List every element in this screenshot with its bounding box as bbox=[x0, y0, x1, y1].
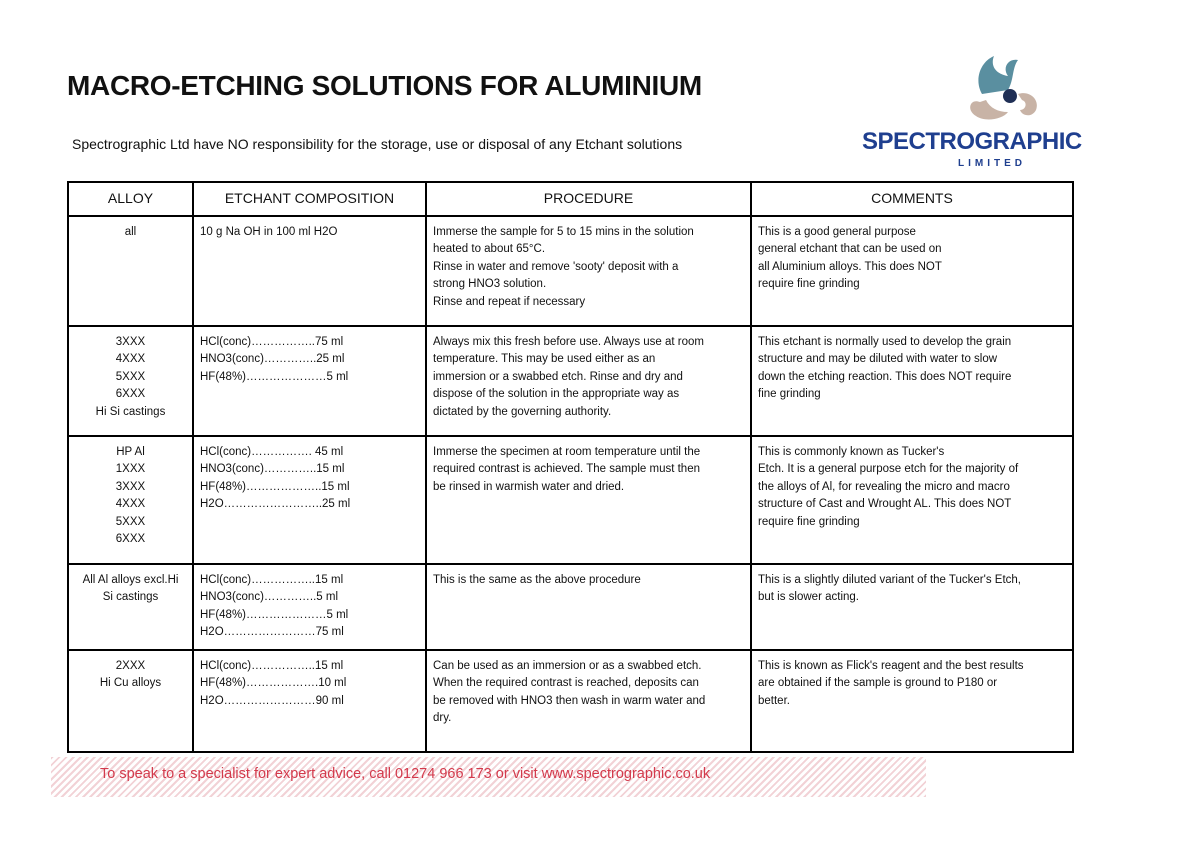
cell-line: require fine grinding bbox=[758, 278, 860, 291]
cell-line: Always mix this fresh before use. Always use at room bbox=[433, 336, 704, 348]
table-row bbox=[68, 216, 1073, 326]
comments-cell bbox=[751, 564, 1073, 650]
cell-line: Rinse in water and remove 'sooty' deposit with a bbox=[433, 260, 679, 273]
cell-line: 6XXX bbox=[115, 533, 146, 546]
column-header-procedure: PROCEDURE bbox=[426, 182, 751, 216]
cell-line: H2O……………………..25 ml bbox=[200, 498, 351, 511]
cell-line: but is slower acting. bbox=[758, 591, 859, 604]
cell-line: structure and may be diluted with water to slow bbox=[758, 353, 998, 366]
cell-line: HCl(conc)……………..15 ml bbox=[200, 660, 344, 672]
page-title: MACRO-ETCHING SOLUTIONS FOR ALUMINIUM bbox=[67, 70, 702, 101]
cell-line: dispose of the solution in the appropriate way as bbox=[433, 388, 680, 401]
cell-line: HP Al bbox=[116, 446, 145, 458]
column-header-comments: COMMENTS bbox=[751, 182, 1073, 216]
cell-line: HNO3(conc)…………..25 ml bbox=[200, 353, 345, 366]
procedure-cell bbox=[426, 326, 751, 436]
cell-line: be rinsed in warmish water and dried. bbox=[433, 480, 625, 493]
footer-contact-text: To speak to a specialist for expert advice, call 01274 966 173 or visit www.spectrographic.co.uk bbox=[100, 766, 711, 782]
alloy-cell bbox=[68, 650, 193, 752]
cell-line: 5XXX bbox=[115, 515, 146, 528]
composition-cell bbox=[193, 326, 426, 436]
composition-cell bbox=[193, 436, 426, 564]
composition-cell bbox=[193, 564, 426, 650]
cell-line: This etchant is normally used to develop the grain bbox=[758, 336, 1012, 348]
composition-cell bbox=[193, 216, 426, 326]
cell-line: all Aluminium alloys. This does NOT bbox=[758, 260, 942, 273]
cell-line: immersion or a swabbed etch. Rinse and dry and bbox=[433, 370, 683, 383]
cell-line: H2O……………………90 ml bbox=[200, 694, 344, 707]
cell-line: This is known as Flick's reagent and the best results bbox=[758, 660, 1024, 672]
procedure-cell bbox=[426, 564, 751, 650]
cell-line: This is a good general purpose bbox=[758, 226, 916, 238]
cell-line: Si castings bbox=[102, 591, 159, 604]
cell-line: All Al alloys excl.Hi bbox=[82, 574, 179, 586]
cell-line: 3XXX bbox=[115, 336, 146, 348]
cell-line: dry. bbox=[433, 712, 452, 725]
cell-line: 4XXX bbox=[115, 353, 146, 366]
logo-wordmark: SPECTROGRAPHIC bbox=[862, 128, 1082, 155]
cell-line: all bbox=[124, 226, 137, 238]
procedure-cell bbox=[426, 216, 751, 326]
cell-line: require fine grinding bbox=[758, 515, 860, 528]
logo-subtitle: LIMITED bbox=[958, 158, 1026, 169]
table-row bbox=[68, 650, 1073, 752]
logo-emblem-icon bbox=[862, 50, 1157, 130]
cell-line: 4XXX bbox=[115, 498, 146, 511]
column-header-composition: ETCHANT COMPOSITION bbox=[193, 182, 426, 216]
cell-line: 6XXX bbox=[115, 388, 146, 401]
cell-line: This is a slightly diluted variant of the Tucker's Etch, bbox=[758, 574, 1021, 586]
cell-line: general etchant that can be used on bbox=[758, 243, 942, 256]
company-logo bbox=[862, 50, 1157, 175]
cell-line: This is commonly known as Tucker's bbox=[758, 446, 945, 458]
cell-line: Immerse the specimen at room temperature until the bbox=[433, 446, 701, 458]
cell-line: Can be used as an immersion or as a swabbed etch. bbox=[433, 660, 702, 672]
procedure-cell bbox=[426, 650, 751, 752]
cell-line: H2O……………………75 ml bbox=[200, 626, 344, 639]
cell-line: better. bbox=[758, 694, 790, 707]
etchant-table bbox=[67, 181, 1074, 753]
cell-line: HF(48%)………………..15 ml bbox=[200, 480, 350, 493]
cell-line: dictated by the governing authority. bbox=[433, 405, 612, 418]
column-header-alloy: ALLOY bbox=[68, 182, 193, 216]
procedure-cell bbox=[426, 436, 751, 564]
cell-line: 2XXX bbox=[115, 660, 146, 672]
cell-line: 10 g Na OH in 100 ml H2O bbox=[200, 226, 338, 238]
cell-line: 1XXX bbox=[115, 463, 146, 476]
cell-line: the alloys of Al, for revealing the micro and macro bbox=[758, 480, 1010, 493]
cell-line: temperature. This may be used either as an bbox=[433, 353, 656, 366]
cell-line: Hi Si castings bbox=[95, 405, 166, 418]
cell-line: HF(48%)…………………5 ml bbox=[200, 608, 349, 621]
cell-line: structure of Cast and Wrought AL. This does NOT bbox=[758, 498, 1012, 511]
comments-cell bbox=[751, 436, 1073, 564]
cell-line: Immerse the sample for 5 to 15 mins in the solution bbox=[433, 226, 694, 238]
cell-line: HCl(conc)……………. 45 ml bbox=[200, 446, 344, 458]
table-row bbox=[68, 436, 1073, 564]
cell-line: are obtained if the sample is ground to P180 or bbox=[758, 677, 998, 690]
cell-line: strong HNO3 solution. bbox=[433, 278, 547, 291]
cell-line: HNO3(conc)…………..15 ml bbox=[200, 463, 345, 476]
cell-line: HCl(conc)……………..15 ml bbox=[200, 574, 344, 586]
comments-cell bbox=[751, 650, 1073, 752]
table-header-row bbox=[68, 182, 1073, 216]
cell-line: HF(48%)……………….10 ml bbox=[200, 677, 347, 690]
table-row bbox=[68, 326, 1073, 436]
cell-line: HCl(conc)……………..75 ml bbox=[200, 336, 344, 348]
composition-cell bbox=[193, 650, 426, 752]
cell-line: 3XXX bbox=[115, 480, 146, 493]
cell-line: heated to about 65°C. bbox=[433, 243, 546, 256]
cell-line: 5XXX bbox=[115, 370, 146, 383]
cell-line: Hi Cu alloys bbox=[99, 677, 162, 690]
alloy-cell bbox=[68, 216, 193, 326]
alloy-cell bbox=[68, 326, 193, 436]
cell-line: fine grinding bbox=[758, 388, 821, 401]
cell-line: When the required contrast is reached, deposits can bbox=[433, 677, 699, 690]
cell-line: be removed with HNO3 then wash in warm water and bbox=[433, 694, 706, 707]
cell-line: HNO3(conc)…………..5 ml bbox=[200, 591, 339, 604]
disclaimer-text: Spectrographic Ltd have NO responsibility for the storage, use or disposal of any Etchant solutions bbox=[72, 136, 683, 152]
cell-line: down the etching reaction. This does NOT require bbox=[758, 370, 1012, 383]
cell-line: required contrast is achieved. The sample must then bbox=[433, 463, 700, 476]
cell-line: Rinse and repeat if necessary bbox=[433, 295, 586, 308]
cell-line: HF(48%)…………………5 ml bbox=[200, 370, 349, 383]
cell-line: This is the same as the above procedure bbox=[433, 574, 641, 586]
alloy-cell bbox=[68, 564, 193, 650]
comments-cell bbox=[751, 326, 1073, 436]
comments-cell bbox=[751, 216, 1073, 326]
alloy-cell bbox=[68, 436, 193, 564]
cell-line: Etch. It is a general purpose etch for the majority of bbox=[758, 463, 1019, 476]
table-row bbox=[68, 564, 1073, 650]
